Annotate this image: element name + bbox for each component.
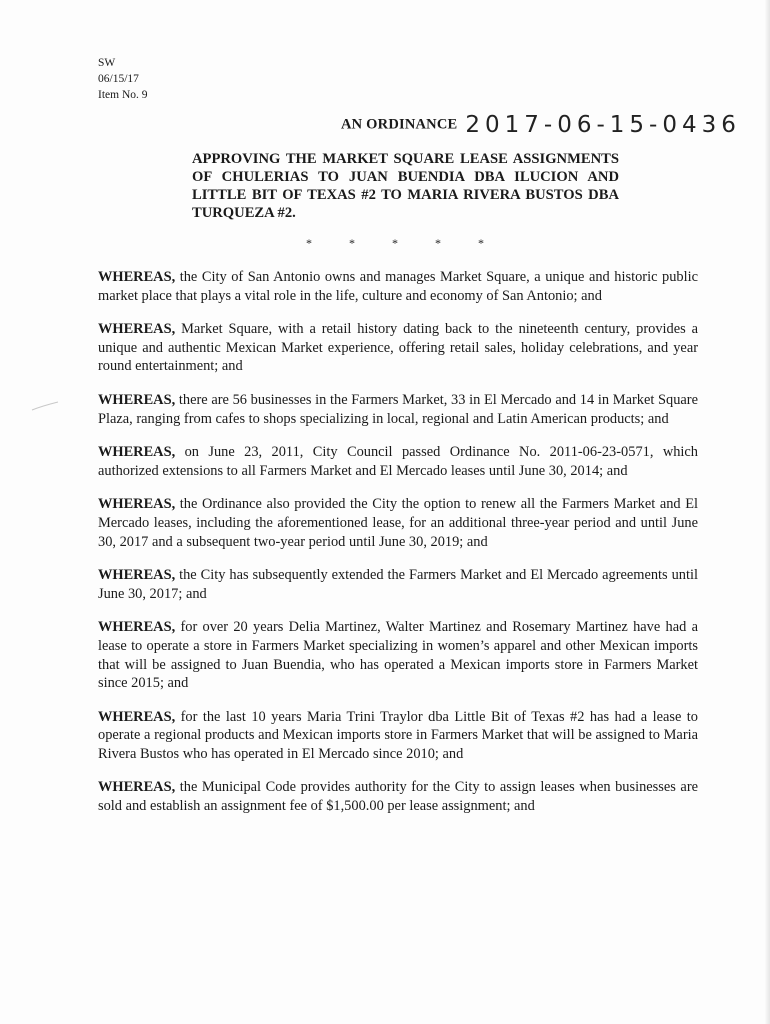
whereas-keyword: WHEREAS, bbox=[98, 444, 176, 461]
whereas-paragraph bbox=[98, 320, 698, 376]
whereas-keyword: WHEREAS, bbox=[98, 619, 176, 636]
whereas-text: on June 23, 2011, City Council passed Ordinance No. 2011-06-23-0571, which authorized extensions to all Farmers Market and El Mercado leases until June 30, 2014; and bbox=[98, 444, 698, 479]
whereas-keyword: WHEREAS, bbox=[98, 391, 176, 408]
initials: SW bbox=[98, 57, 116, 69]
whereas-text: the Ordinance also provided the City the option to renew all the Farmers Market and El Mercado leases, including the aforementioned lease, for an additional three-year period and until June 30, 2017 and a subsequent two-year period until June 30, 2019; and bbox=[98, 496, 698, 550]
whereas-text: for the last 10 years Maria Trini Traylor dba Little Bit of Texas #2 has had a lease to operate a regional products and Mexican imports store in Farmers Market that will be assigned to Maria Rivera Bustos who has operated in El Mercado since 2010; and bbox=[98, 708, 698, 762]
header-meta bbox=[98, 55, 148, 103]
separator-star: * bbox=[435, 236, 441, 250]
separator-star: * bbox=[349, 236, 355, 250]
stray-scan-mark bbox=[30, 400, 60, 412]
whereas-paragraph bbox=[98, 443, 698, 480]
whereas-text: the Municipal Code provides authority for the City to assign leases when businesses are sold and establish an assignment fee of $1,500.00 per lease assignment; and bbox=[98, 779, 698, 815]
separator-stars bbox=[306, 236, 484, 251]
whereas-text: for over 20 years Delia Martinez, Walter Martinez and Rosemary Martinez have had a lease to operate a store in Farmers Market specializing in women’s apparel and other Mexican imports that will be assigned to Juan Buendia, who has operated a Mexican imports store in Farmers Market since 2015; and bbox=[98, 619, 698, 692]
whereas-keyword: WHEREAS, bbox=[98, 321, 176, 338]
scan-edge-shadow bbox=[764, 0, 770, 1024]
whereas-keyword: WHEREAS, bbox=[98, 269, 176, 285]
whereas-paragraph bbox=[98, 495, 698, 551]
whereas-text: the City has subsequently extended the Farmers Market and El Mercado agreements until June 30, 2017; and bbox=[98, 567, 698, 602]
whereas-text: the City of San Antonio owns and manages Market Square, a unique and historic public market place that plays a vital role in the life, culture and economy of San Antonio; and bbox=[98, 269, 698, 304]
whereas-clauses bbox=[98, 268, 698, 831]
whereas-paragraph bbox=[98, 778, 698, 815]
item-number: Item No. 9 bbox=[98, 89, 148, 101]
whereas-keyword: WHEREAS, bbox=[98, 567, 176, 584]
whereas-keyword: WHEREAS, bbox=[98, 496, 176, 513]
whereas-keyword: WHEREAS, bbox=[98, 708, 176, 725]
separator-star: * bbox=[306, 236, 312, 250]
whereas-text: Market Square, with a retail history dating back to the nineteenth century, provides a unique and authentic Mexican Market experience, offering retail sales, holiday celebrations, and year round entertainment; and bbox=[98, 321, 698, 375]
whereas-text: there are 56 businesses in the Farmers Market, 33 in El Mercado and 14 in Market Square Plaza, ranging from cafes to shops specializing in local, regional and Latin American products; and bbox=[98, 391, 698, 427]
whereas-paragraph bbox=[98, 566, 698, 603]
ordinance-heading bbox=[341, 112, 741, 138]
whereas-paragraph bbox=[98, 391, 698, 428]
whereas-paragraph bbox=[98, 618, 698, 692]
header-date: 06/15/17 bbox=[98, 73, 139, 85]
whereas-paragraph bbox=[98, 268, 698, 305]
ordinance-number: 2017-06-15-0436 bbox=[465, 112, 741, 138]
ordinance-title: APPROVING THE MARKET SQUARE LEASE ASSIGNMENTS OF CHULERIAS TO JUAN BUENDIA DBA ILUCION AND LITTLE BIT OF TEXAS #2 TO MARIA RIVERA BUSTOS DBA TURQUEZA #2. bbox=[192, 151, 619, 221]
ordinance-label: AN ORDINANCE bbox=[341, 116, 458, 133]
whereas-paragraph bbox=[98, 708, 698, 764]
separator-star: * bbox=[392, 236, 398, 250]
separator-star: * bbox=[478, 236, 484, 250]
whereas-keyword: WHEREAS, bbox=[98, 779, 176, 796]
